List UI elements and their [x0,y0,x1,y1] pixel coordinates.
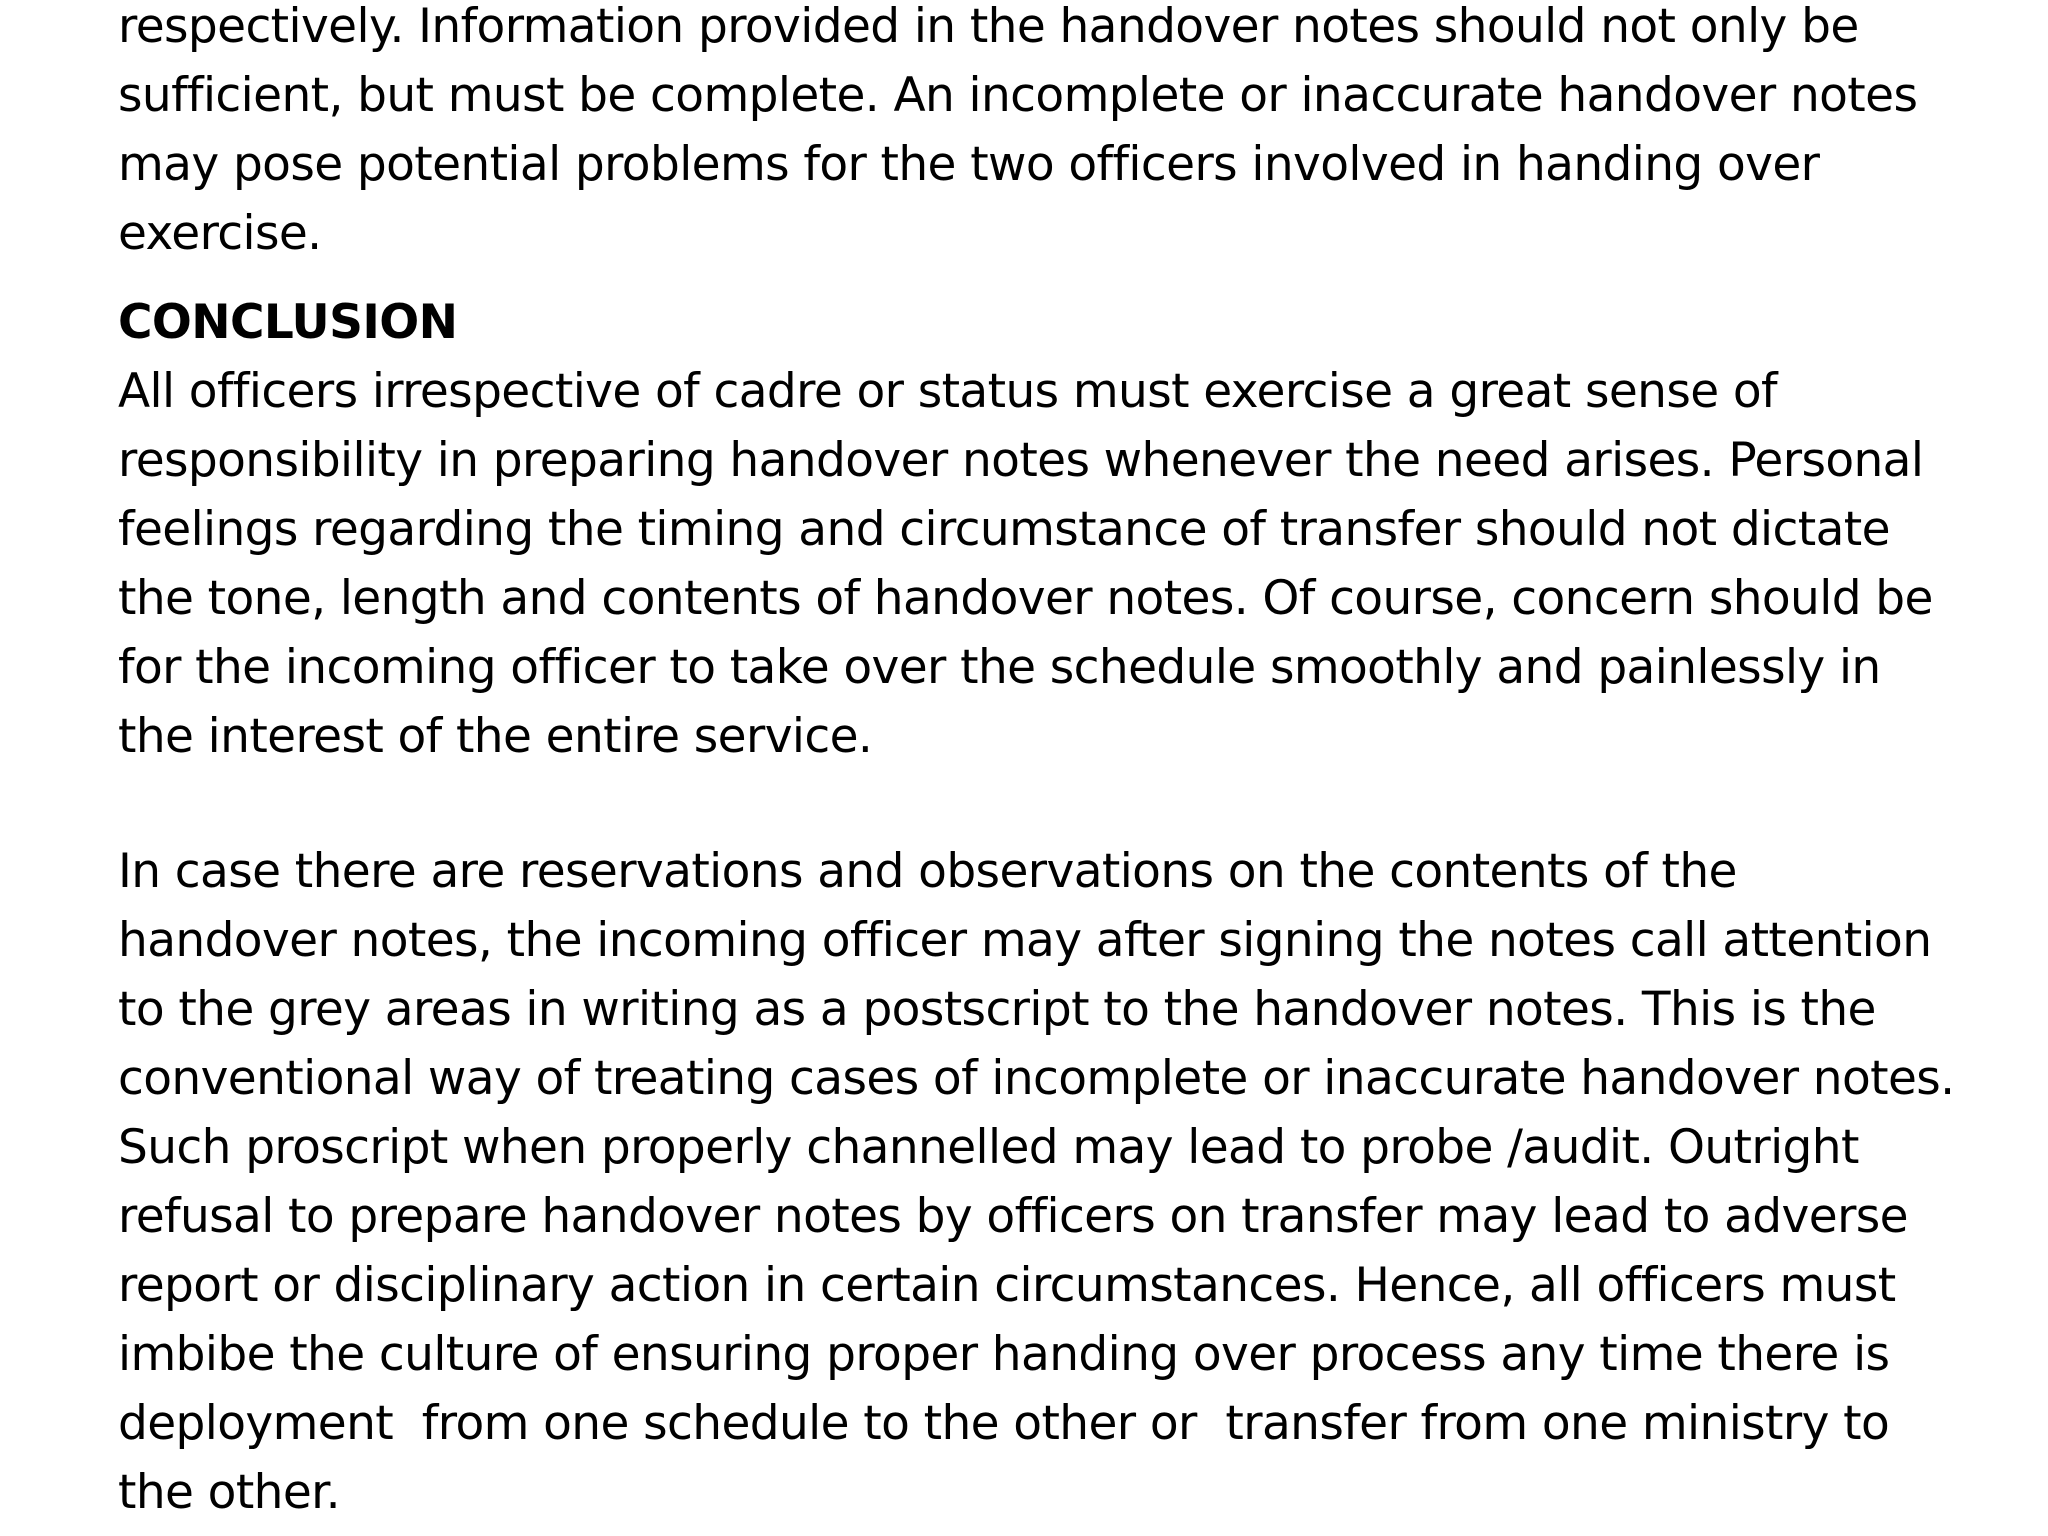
text-line: for the incoming officer to take over the schedule smoothly and painlessly in [118,640,1881,695]
text-line: In case there are reservations and observations on the contents of the [118,844,1737,899]
conclusion-heading: CONCLUSION [118,295,458,350]
document-body [118,0,2018,1527]
text-line: respectively. Information provided in the handover notes should not only be [118,0,1859,54]
text-line: handover notes, the incoming officer may after signing the notes call attention [118,913,1932,968]
text-line: deployment from one schedule to the other or transfer from one ministry to [118,1396,1890,1451]
conclusion-section [118,288,2018,771]
text-line: report or disciplinary action in certain circumstances. Hence, all officers must [118,1258,1896,1313]
text-line: Such proscript when properly channelled may lead to probe /audit. Outright [118,1120,1859,1175]
text-line: the interest of the entire service. [118,709,873,764]
text-line: the tone, length and contents of handover notes. Of course, concern should be [118,571,1933,626]
text-line: exercise. [118,206,322,261]
text-line: to the grey areas in writing as a postscript to the handover notes. This is the [118,982,1876,1037]
paragraph-reservations [118,837,2018,1527]
text-line: may pose potential problems for the two officers involved in handing over [118,137,1820,192]
text-line: responsibility in preparing handover notes whenever the need arises. Personal [118,433,1924,488]
text-line: the other. [118,1465,340,1520]
text-line: All officers irrespective of cadre or status must exercise a great sense of [118,364,1777,419]
text-line: sufficient, but must be complete. An incomplete or inaccurate handover notes [118,68,1918,123]
text-line: refusal to prepare handover notes by officers on transfer may lead to adverse [118,1189,1908,1244]
paragraph-handover-completeness [118,0,2018,268]
text-line: feelings regarding the timing and circumstance of transfer should not dictate [118,502,1890,557]
text-line: imbibe the culture of ensuring proper handing over process any time there is [118,1327,1890,1382]
text-line: conventional way of treating cases of incomplete or inaccurate handover notes. [118,1051,1955,1106]
